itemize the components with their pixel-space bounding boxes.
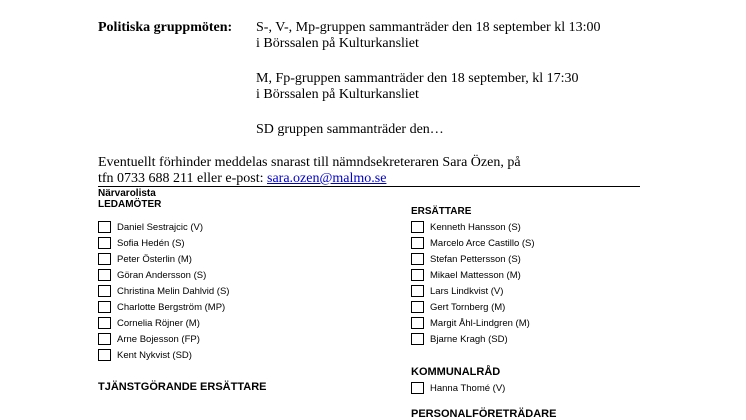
attendance-checkbox[interactable] bbox=[411, 382, 424, 394]
attendance-checkbox[interactable] bbox=[98, 333, 111, 345]
member-name: Arne Bojesson (FP) bbox=[117, 333, 200, 345]
member-name: Marcelo Arce Castillo (S) bbox=[430, 237, 535, 249]
list-item bbox=[98, 219, 229, 235]
list-item bbox=[98, 283, 229, 299]
list-item bbox=[411, 251, 535, 267]
attendance-checkbox[interactable] bbox=[411, 269, 424, 281]
attendance-checkbox[interactable] bbox=[98, 237, 111, 249]
member-name: Gert Tornberg (M) bbox=[430, 301, 506, 313]
list-item bbox=[411, 331, 535, 347]
list-item bbox=[411, 299, 535, 315]
member-name: Kenneth Hansson (S) bbox=[430, 221, 521, 233]
notice-line-1: Eventuellt förhinder meddelas snarast till nämndsekreteraren Sara Özen, på bbox=[98, 155, 521, 170]
attendance-checkbox[interactable] bbox=[411, 285, 424, 297]
attendance-checkbox[interactable] bbox=[411, 221, 424, 233]
member-name: Sofia Hedén (S) bbox=[117, 237, 185, 249]
list-item bbox=[98, 251, 229, 267]
attendance-checkbox[interactable] bbox=[98, 301, 111, 313]
attendance-checkbox[interactable] bbox=[411, 333, 424, 345]
list-item bbox=[98, 299, 229, 315]
member-name: Hanna Thomé (V) bbox=[430, 382, 506, 394]
list-item bbox=[411, 235, 535, 251]
divider-rule bbox=[98, 186, 640, 187]
attendance-checkbox[interactable] bbox=[98, 317, 111, 329]
list-item bbox=[98, 235, 229, 251]
personal-heading: PERSONALFÖRETRÄDARE bbox=[411, 408, 557, 420]
list-item bbox=[411, 219, 535, 235]
ledamoter-list bbox=[98, 219, 229, 363]
attendance-checkbox[interactable] bbox=[98, 269, 111, 281]
tjanstgorande-heading: TJÄNSTGÖRANDE ERSÄTTARE bbox=[98, 381, 267, 393]
member-name: Margit Åhl-Lindgren (M) bbox=[430, 317, 530, 329]
member-name: Peter Österlin (M) bbox=[117, 253, 192, 265]
kommunalrad-list bbox=[411, 380, 505, 396]
meeting-3-line-1: SD gruppen sammanträder den… bbox=[256, 122, 444, 137]
attendance-checkbox[interactable] bbox=[411, 253, 424, 265]
meeting-2-line-1: M, Fp-gruppen sammanträder den 18 september, kl 17:30 bbox=[256, 71, 579, 86]
member-name: Lars Lindkvist (V) bbox=[430, 285, 504, 297]
email-link[interactable]: sara.ozen@malmo.se bbox=[267, 171, 387, 186]
attendance-checkbox[interactable] bbox=[98, 221, 111, 233]
meetings-label: Politiska gruppmöten: bbox=[98, 20, 233, 35]
member-name: Mikael Mattesson (M) bbox=[430, 269, 521, 281]
notice-line-2 bbox=[98, 171, 386, 187]
attendance-checkbox[interactable] bbox=[98, 349, 111, 361]
member-name: Cornelia Röjner (M) bbox=[117, 317, 200, 329]
list-item bbox=[411, 267, 535, 283]
meeting-2-line-2: i Börssalen på Kulturkansliet bbox=[256, 87, 419, 102]
member-name: Charlotte Bergström (MP) bbox=[117, 301, 226, 313]
attendance-checkbox[interactable] bbox=[98, 285, 111, 297]
ledamoter-heading: LEDAMÖTER bbox=[98, 199, 162, 210]
notice-phone-text: tfn 0733 688 211 eller e-post: bbox=[98, 171, 268, 186]
list-item bbox=[411, 380, 505, 396]
ersattare-list bbox=[411, 219, 535, 347]
member-name: Göran Andersson (S) bbox=[117, 269, 207, 281]
attendance-title: Närvarolista bbox=[98, 188, 156, 199]
list-item bbox=[411, 315, 535, 331]
attendance-checkbox[interactable] bbox=[98, 253, 111, 265]
kommunalrad-heading: KOMMUNALRÅD bbox=[411, 366, 501, 378]
meeting-1-line-1: S-, V-, Mp-gruppen sammanträder den 18 september kl 13:00 bbox=[256, 20, 601, 35]
list-item bbox=[98, 347, 229, 363]
ersattare-heading: ERSÄTTARE bbox=[411, 206, 472, 217]
attendance-checkbox[interactable] bbox=[411, 317, 424, 329]
member-name: Kent Nykvist (SD) bbox=[117, 349, 192, 361]
member-name: Christina Melin Dahlvid (S) bbox=[117, 285, 230, 297]
meeting-1-line-2: i Börssalen på Kulturkansliet bbox=[256, 36, 419, 51]
list-item bbox=[98, 315, 229, 331]
list-item bbox=[98, 331, 229, 347]
member-name: Daniel Sestrajcic (V) bbox=[117, 221, 204, 233]
list-item bbox=[411, 283, 535, 299]
member-name: Stefan Pettersson (S) bbox=[430, 253, 521, 265]
attendance-checkbox[interactable] bbox=[411, 237, 424, 249]
list-item bbox=[98, 267, 229, 283]
attendance-checkbox[interactable] bbox=[411, 301, 424, 313]
member-name: Bjarne Kragh (SD) bbox=[430, 333, 508, 345]
